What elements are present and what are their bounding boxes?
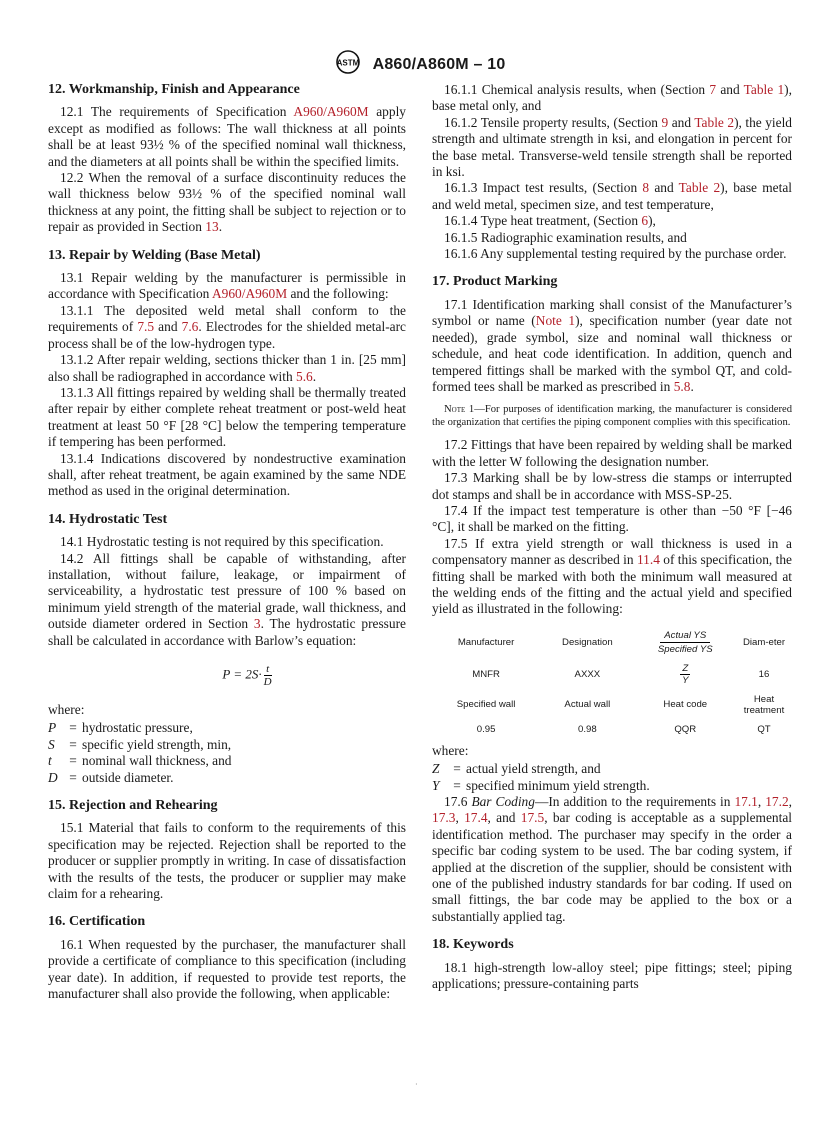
table-cell: QT [757,723,771,735]
ref-link[interactable]: 13 [205,219,219,235]
definition-equals: = [453,777,461,793]
ref-link[interactable]: 6 [641,213,649,229]
para-12-1: 12.1 The requirements of Specification A960/A960M apply except as modified as follows: The wall thickness at all points shall be at least 93½ % of the specified nominal wall thickness, and the diameters at all points shall be within the specified limits. [48,104,406,169]
definition-equals: = [69,769,77,785]
para-16-1-6: 16.1.6 Any supplemental testing required by the purchase order. [444,246,787,262]
definition-row [48,720,406,736]
marking-example-table [432,626,792,739]
definition-text: nominal wall thickness, and [82,753,232,769]
ref-link[interactable]: 3 [253,616,261,632]
definition-symbol: Z [432,761,440,777]
ref-link[interactable]: 5.6 [296,368,313,384]
table-header-cell: Diam-eter [742,636,786,648]
page-header [0,50,838,79]
para-16-1: 16.1 When requested by the purchaser, the manufacturer shall provide a certificate of compliance to this specification (including year date). In addition, if requested to provide test reports, the manufacturer shall also provide the following, when applicable: [48,936,406,1002]
table-cell: AXXX [574,668,601,680]
astm-logo-icon [333,50,363,79]
definition-text: hydrostatic pressure, [82,720,193,736]
table-header-cell: Manufacturer [457,636,515,648]
definition-symbol: t [48,753,52,769]
table-header-cell: Actual YS Specified YS [657,629,713,655]
ref-link[interactable]: A960/A960M [211,286,288,302]
ref-link[interactable]: Table 2 [694,114,735,130]
para-15-1: 15.1 Material that fails to conform to the requirements of this specification may be rejected. Rejection shall be reported to the producer or supplier promptly in writing. In case of dissatisfaction with the results of the tests, the producer or supplier may make claim for a rehearing. [48,820,406,902]
table-cell: 0.95 [476,723,496,735]
barlow-equation: P = 2S· $\frac{t}{D}$ [222,663,272,688]
para-13-1: 13.1 Repair welding by the manufacturer is permissible in accordance with Specification A960/A960M and the following: [48,270,406,302]
para-17-3: 17.3 Marking shall be by low-stress die stamps or interrupted dot stamps and shall be in accordance with MSS-SP-25. [432,470,792,502]
definition-list [432,761,792,794]
definition-symbol: D [48,769,58,785]
section-18-heading: 18. Keywords [432,937,514,953]
where-label: where: [48,702,85,717]
definition-row [48,770,406,786]
ref-link[interactable]: 11.4 [636,552,660,568]
definition-equals: = [69,753,77,769]
definition-symbol: Y [432,777,440,793]
definition-text: actual yield strength, and [466,761,601,777]
left-column [48,80,406,1003]
para-18-1: 18.1 high-strength low-alloy steel; pipe fittings; steel; piping applications; pressure-containing parts [432,959,792,992]
ref-link[interactable]: 17.5 [520,810,545,826]
para-16-1-4: 16.1.4 Type heat treatment, (Section 6), [444,213,656,229]
definition-row [432,778,792,794]
table-header-cell: Designation [562,636,613,648]
ref-link[interactable]: 17.4 [464,810,488,826]
ref-link[interactable]: A960/A960M [293,104,369,120]
right-column [432,82,792,992]
para-13-1-2: 13.1.2 After repair welding, sections thicker than 1 in. [25 mm] also shall be radiographed in accordance with 5.6. [48,352,406,384]
document-title: A860/A860M – 10 [372,55,506,73]
ref-link[interactable]: 5.8 [673,378,691,394]
ref-link[interactable]: 17.3 [432,810,456,826]
definition-text: specific yield strength, min, [82,736,232,752]
para-17-4: 17.4 If the impact test temperature is other than −50 °F [−46 °C], it shall be marked on the fitting. [432,502,792,535]
ref-link[interactable]: 8 [642,180,650,196]
table-header-cell: Specified wall [456,699,516,711]
para-16-1-5: 16.1.5 Radiographic examination results, and [444,229,687,245]
definition-equals: = [69,720,77,736]
ref-link[interactable]: 7.6 [181,319,199,335]
para-16-1-2: 16.1.2 Tensile property results, (Section 9 and Table 2), the yield strength and ultimate strength in ksi, and elongation in percent for the base metal. Transverse-weld tensile strength shall be reported in ksi. [432,114,793,180]
table-cell: QQR [674,723,697,735]
page-footer-mark: · [415,1080,418,1089]
definition-symbol: P [48,720,57,736]
para-17-1: 17.1 Identification marking shall consist of the Manufacturer’s symbol or name (Note 1), specification number (year date not needed), grade symbol, size and nominal wall thickness or schedule, and heat code identification. In addition, quench and tempered fittings shall be marked with the symbol QT, and cold-formed tees shall be marked as prescribed in 5.8. [432,296,793,394]
ref-link[interactable]: 7.5 [137,319,155,335]
definition-text: specified minimum yield strength. [466,777,650,793]
section-15-heading: 15. Rejection and Rehearing [48,798,218,814]
definition-symbol: S [48,736,55,752]
ref-link[interactable]: 17.1 [734,794,758,809]
para-12-2: 12.2 When the removal of a surface discontinuity reduces the wall thickness below 93½ % of the specified nominal wall thickness at any point, the fitting shall be subject to rejection or to repair as provided in Section 13. [48,170,406,235]
table-row [432,690,792,720]
para-13-1-3: 13.1.3 All fittings repaired by welding shall be thermally treated after repair by either complete reheat treatment or post-weld heat treatment at least 50 °F [28 °C] below the tempering temperature if tempering has been performed. [48,384,406,450]
ref-link[interactable]: 9 [661,114,669,130]
para-17-5: 17.5 If extra yield strength or wall thickness is used in a compensatory manner as described in 11.4 of this specification, the fitting shall be marked with both the minimum wall measured at the welding ends of the fitting and the actual yield and specified yield as illustrated in the following: [432,535,792,617]
where-label: where: [432,742,469,758]
definition-list [48,720,406,786]
ref-link[interactable]: Note 1 [535,313,576,329]
para-13-1-4: 13.1.4 Indications discovered by nondestructive examination shall, after reheat treatment, be again examined by the same NDE method as used in the original determination. [48,450,406,499]
table-cell: 0.98 [578,723,597,735]
table-row [432,659,792,690]
definition-row [432,761,792,777]
para-14-1: 14.1 Hydrostatic testing is not required by this specification. [60,534,384,550]
table-cell: Z Y [682,662,689,686]
definition-equals: = [453,761,461,777]
table-row [432,626,792,659]
svg-text:ASTM: ASTM [336,58,359,68]
table-header-cell: Actual wall [564,699,611,711]
definition-row [48,737,406,753]
para-13-1-1: 13.1.1 The deposited weld metal shall conform to the requirements of 7.5 and 7.6. Electrodes for the shielded metal-arc process shall be of the low-hydrogen type. [48,302,406,351]
ref-link[interactable]: Table 2 [678,180,721,196]
section-16-heading: 16. Certification [48,914,146,930]
section-14-heading: 14. Hydrostatic Test [48,511,168,527]
section-12-heading: 12. Workmanship, Finish and Appearance [48,82,300,97]
ref-link[interactable]: Table 1 [743,82,785,97]
section-17-heading: 17. Product Marking [432,274,558,290]
note-1: Note 1—For purposes of identification marking, the manufacturer is considered the organization that certifies the piping component complies with this specification. [432,404,793,429]
para-17-2: 17.2 Fittings that have been repaired by welding shall be marked with the letter W following the designation number. [432,437,792,469]
definition-equals: = [69,736,77,752]
table-row [432,720,792,739]
definition-text: outside diameter. [82,769,174,785]
table-cell: MNFR [472,668,500,680]
para-14-2: 14.2 All fittings shall be capable of withstanding, after installation, without failure, leakage, or impairment of serviceability, a hydrostatic test pressure of 100 % based on minimum yield strength of the material grade, wall thickness, and outside diameter ordered in Section 3. The hydrostatic pressure shall be calculated in accordance with Barlow’s equation: [48,550,406,648]
section-13-heading: 13. Repair by Welding (Base Metal) [48,247,261,263]
table-cell: 16 [758,668,770,680]
para-16-1-1: 16.1.1 Chemical analysis results, when (Section 7 and Table 1), base metal only, and [432,82,792,114]
ref-link[interactable]: 17.2 [765,794,789,809]
table-header-cell: Heat code [663,699,708,711]
para-17-6: 17.6 Bar Coding—In addition to the requirements in 17.1, 17.2, 17.3, 17.4, and 17.5, bar coding is acceptable as a supplemental identification method. The purchaser may specify in the order a specific bar coding system to be used. The bar coding system, if applied at the discretion of the supplier, should be consistent with one of the published industry standards for bar coding. If used on small fittings, the bar code may be applied to the box or a substantially applied tag. [432,794,793,924]
table-header-cell: Heat treatment [743,693,785,716]
ref-link[interactable]: 7 [709,82,717,97]
definition-row [48,753,406,769]
para-16-1-3: 16.1.3 Impact test results, (Section 8 and Table 2), base metal and weld metal, specimen size, and test temperature, [432,180,792,212]
